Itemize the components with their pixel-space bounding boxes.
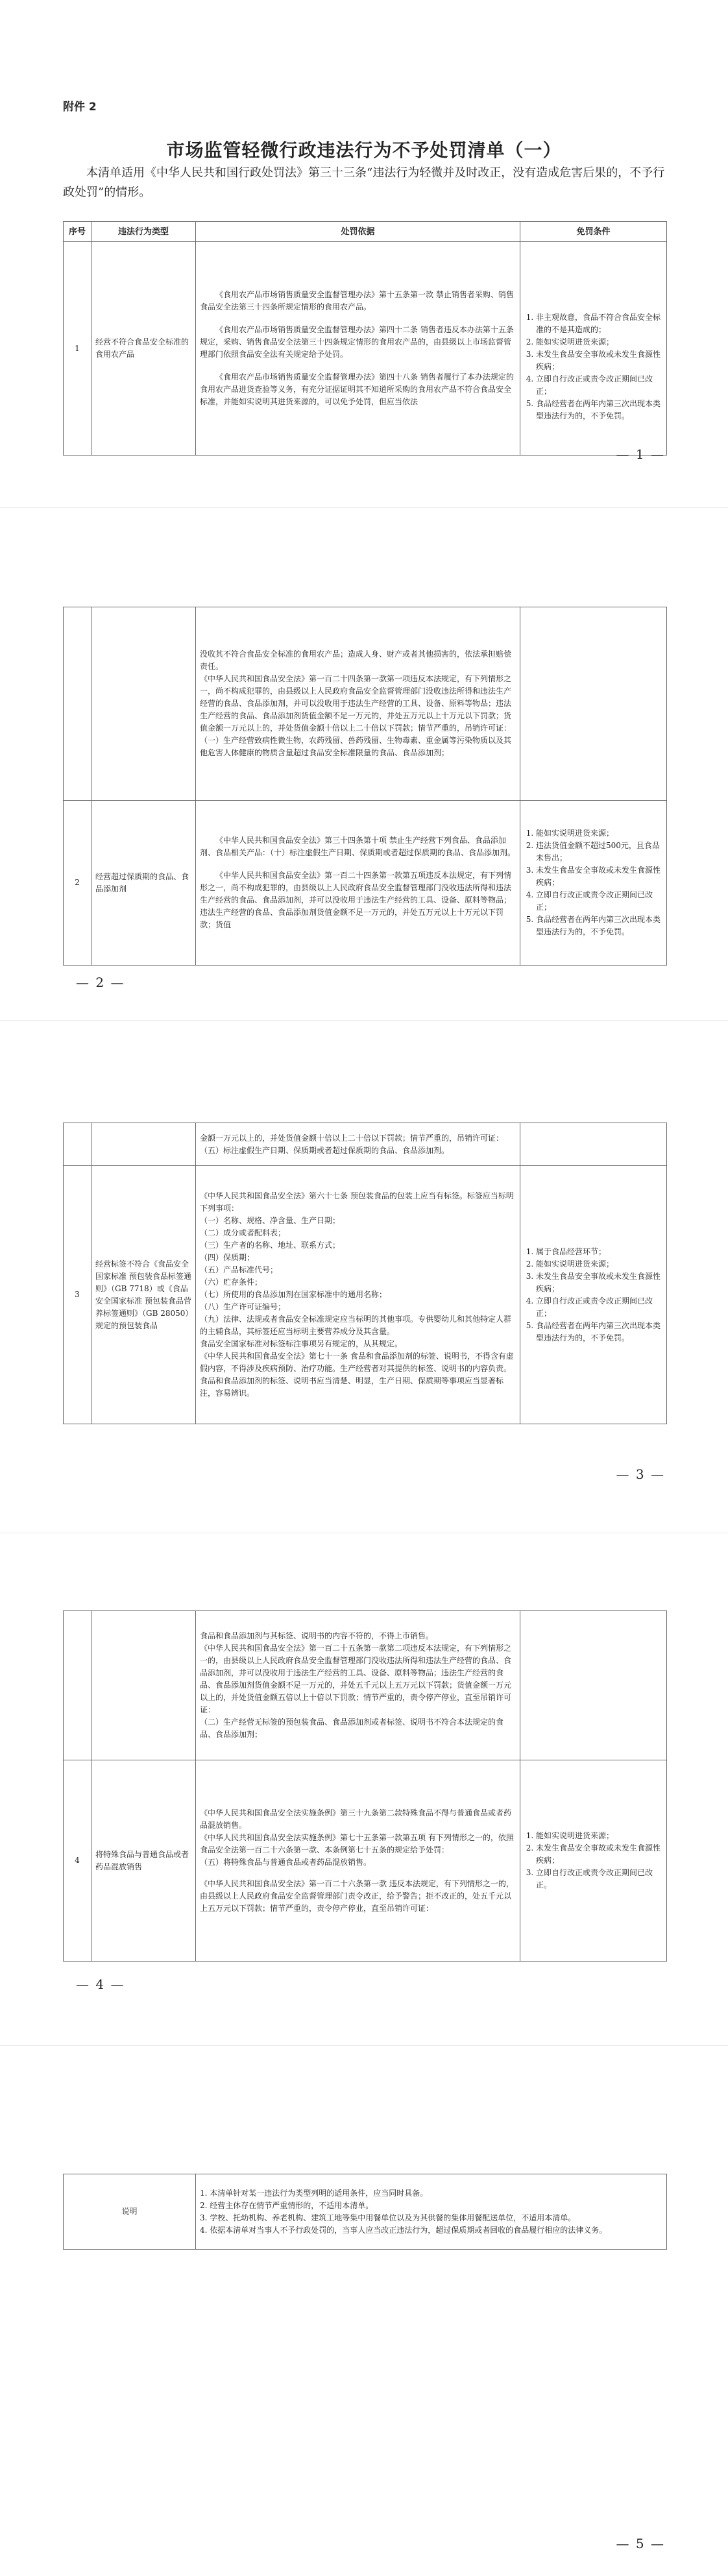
basis-paragraph: 《食用农产品市场销售质量安全监督管理办法》第十五条第一款 禁止销售者采购、销售食品安全法第三十四条所规定情形的食用农产品。 [200, 290, 514, 311]
row-number: 2 [64, 801, 91, 966]
page-1 [0, 0, 728, 506]
penalty-table-p4 [63, 1610, 667, 1962]
conditions-list [524, 1830, 662, 1891]
basis-line: （二）成分或者配料表； [200, 1228, 286, 1237]
page-title: 市场监管轻微行政违法行为不予处罚清单（一） [166, 140, 562, 161]
table-row [64, 1166, 667, 1424]
condition-item: 4. 立即自行改正或责令改正期间已改正； [536, 1295, 662, 1320]
conditions-list [524, 1246, 662, 1344]
page-3 [0, 1025, 728, 1531]
note-item: 3. 学校、托幼机构、养老机构、建筑工地等集中用餐单位以及为其供餐的集体用餐配送单位，不适用本清单。 [200, 2213, 576, 2222]
basis-line: （九）法律、法规或者食品安全标准规定应当标明的其他事项。专供婴幼儿和其他特定人群的主辅食品，其标签还应当标明主要营养成分及其含量。 [200, 1315, 512, 1336]
note-item: 2. 经营主体存在情节严重情形的，不适用本清单。 [200, 2200, 374, 2210]
page-break [0, 2045, 728, 2046]
table-row [64, 242, 667, 456]
condition-item: 3. 未发生食品安全事故或未发生食源性疾病； [536, 348, 662, 373]
col-header-no: 序号 [64, 222, 91, 242]
basis-line: （五）产品标准代号； [200, 1265, 278, 1274]
basis-line: （一）名称、规格、净含量、生产日期； [200, 1216, 341, 1225]
penalty-table-p1 [63, 221, 667, 456]
basis-line: （六）贮存条件； [200, 1278, 263, 1287]
conditions-list [524, 827, 662, 938]
basis-paragraph: 《中华人民共和国食品安全法》第一百二十六条第一款 违反本法规定，有下列情形之一的，由县级以上人民政府食品安全监督管理部门责令改正，给予警告；拒不改正的，处五千元以上五万元以下罚款；情节严重的，责令停产停业，直至吊销许可证： [200, 1878, 514, 1913]
condition-item: 2. 能如实说明进货来源； [536, 336, 662, 348]
row-number: 3 [64, 1166, 91, 1424]
row-number [64, 607, 91, 801]
violation-type [91, 607, 196, 801]
table-row-continued [64, 607, 667, 801]
page-break [0, 1020, 728, 1021]
col-header-basis: 处罚依据 [196, 222, 520, 242]
row-number: 4 [64, 1760, 91, 1962]
basis-paragraph: （五）标注虚假生产日期、保质期或者超过保质期的食品、食品添加剂。 [200, 1145, 450, 1155]
condition-item: 1. 非主观故意，食品不符合食品安全标准的不是其造成的； [536, 311, 662, 336]
basis-paragraph: 食品和食品添加剂与其标签、说明书的内容不符的，不得上市销售。 [200, 1631, 434, 1640]
penalty-basis-continued [196, 1123, 520, 1166]
condition-item: 2. 能如实说明进货来源； [536, 1258, 662, 1270]
notes-row [64, 2174, 667, 2250]
exemption-conditions [520, 1760, 667, 1962]
basis-line: 《中华人民共和国食品安全法》第七十一条 食品和食品添加剂的标签、说明书，不得含有虚假内容，不得涉及疾病预防、治疗功能。生产经营者对其提供的标签、说明书的内容负责。食品和食品添加剂的标签、说明书应当清楚、明显，生产日期、保质期等事项应当显著标注，容易辨识。 [200, 1352, 514, 1398]
basis-line: （七）所使用的食品添加剂在国家标准中的通用名称； [200, 1290, 387, 1299]
intro-paragraph: 本清单适用《中华人民共和国行政处罚法》第三十三条“违法行为轻微并及时改正，没有造成危害后果的，不予行政处罚”的情形。 [63, 166, 665, 199]
condition-item: 3. 立即自行改正或责令改正期间已改正。 [536, 1867, 662, 1891]
exemption-conditions [520, 1123, 667, 1166]
row-number [64, 1123, 91, 1166]
basis-paragraph: 《中华人民共和国食品安全法实施条例》第七十五条第一款第五项 有下列情形之一的，依照食品安全法第一百二十六条第一款、本条例第七十五条的规定给予处罚： [200, 1832, 514, 1854]
condition-item: 1. 能如实说明进货来源； [536, 1830, 662, 1842]
table-row [64, 801, 667, 966]
violation-type: 经营标签不符合《食品安全国家标准 预包装食品标签通则》（GB 7718）或《食品安全国家标准 预包装食品营养标签通则》（GB 28050）规定的预包装食品 [91, 1166, 196, 1424]
table-row-continued [64, 1611, 667, 1760]
condition-item: 2. 未发生食品安全事故或未发生食源性疾病； [536, 1842, 662, 1867]
page-number: — 2 — [76, 975, 125, 990]
table-header-row [64, 222, 667, 242]
page-5 [0, 2050, 728, 2576]
penalty-basis [196, 801, 520, 966]
note-item: 4. 依据本清单对当事人不予行政处罚的，当事人应当改正违法行为，超过保质期或者回收的食品履行相应的法律义务。 [200, 2225, 607, 2235]
penalty-basis [196, 1760, 520, 1962]
table-row-continued [64, 1123, 667, 1166]
penalty-basis [196, 242, 520, 456]
condition-item: 2. 违法货值金额不超过500元，且食品未售出； [536, 840, 662, 864]
row-number [64, 1611, 91, 1760]
basis-paragraph: 金额一万元以上的，并处货值金额十倍以上二十倍以下罚款；情节严重的，吊销许可证： [200, 1133, 504, 1143]
violation-type [91, 1611, 196, 1760]
page-break [0, 507, 728, 508]
page-number: — 3 — [616, 1466, 665, 1482]
basis-paragraph: （二）生产经营无标签的预包装食品、食品添加剂或者标签、说明书不符合本法规定的食品、食品添加剂； [200, 1718, 504, 1739]
penalty-basis [196, 1166, 520, 1424]
basis-paragraph: 《中华人民共和国食品安全法》第一百二十五条第一款第二项违反本法规定，有下列情形之一的，由县级以上人民政府食品安全监督管理部门没收违法所得和违法生产经营的食品、食品添加剂，并可以没收用于违法生产经营的工具、设备、原料等物品；违法生产经营的食品、食品添加剂货值金额不足一万元的，并处五千元以上五万元以下罚款；货值金额一万元以上的，并处货值金额五倍以上十倍以下罚款；情节严重的，责令停产停业，直至吊销许可证： [200, 1644, 512, 1714]
exemption-conditions [520, 801, 667, 966]
basis-paragraph: 《中华人民共和国食品安全法》第一百二十四条第一款第五项违反本法规定，有下列情形之一，尚不构成犯罪的，由县级以上人民政府食品安全监督管理部门没收违法所得和违法生产经营的食品、食品添加剂，并可以没收用于违法生产经营的工具、设备、原料等物品；违法生产经营的食品、食品添加剂货值金额不足一万元的，并处五万元以上十万元以下罚款；货值 [200, 871, 512, 929]
col-header-conditions: 免罚条件 [520, 222, 667, 242]
violation-type [91, 1123, 196, 1166]
basis-paragraph: 《食用农产品市场销售质量安全监督管理办法》第四十八条 销售者履行了本办法规定的食用农产品进货查验等义务，有充分证据证明其不知道所采购的食用农产品不符合食品安全标准，并能如实说明其进货来源的，可以免予处罚，但应当依法 [200, 372, 514, 406]
attachment-label: 附件 2 [63, 101, 97, 114]
condition-item: 5. 食品经营者在两年内第三次出现本类型违法行为的，不予免罚。 [536, 914, 662, 938]
table-row [64, 1760, 667, 1962]
penalty-table-p3 [63, 1123, 667, 1424]
basis-line: （三）生产者的名称、地址、联系方式； [200, 1241, 341, 1250]
condition-item: 1. 能如实说明进货来源； [536, 827, 662, 840]
page-4 [0, 1538, 728, 2044]
exemption-conditions [520, 1166, 667, 1424]
exemption-conditions [520, 1611, 667, 1760]
violation-type: 将特殊食品与普通食品或者药品混放销售 [91, 1760, 196, 1962]
violation-type: 经营超过保质期的食品、食品添加剂 [91, 801, 196, 966]
page-number: — 1 — [616, 446, 665, 462]
exemption-conditions [520, 607, 667, 801]
notes-table [63, 2174, 667, 2250]
basis-paragraph: （一）生产经营致病性微生物，农药残留、兽药残留、生物毒素、重金属等污染物质以及其他危害人体健康的物质含量超过食品安全标准限量的食品、食品添加剂； [200, 736, 512, 757]
note-item: 1. 本清单针对某一违法行为类型列明的适用条件，应当同时具备。 [200, 2188, 428, 2198]
penalty-basis-continued [196, 607, 520, 801]
condition-item: 4. 立即自行改正或责令改正期间已改正； [536, 373, 662, 398]
basis-paragraph: 《中华人民共和国食品安全法实施条例》第三十九条第二款特殊食品不得与普通食品或者药品混放销售。 [200, 1808, 512, 1830]
penalty-basis-continued [196, 1611, 520, 1760]
violation-type: 经营不符合食品安全标准的食用农产品 [91, 242, 196, 456]
page-number: — 5 — [616, 2536, 665, 2551]
page-2 [0, 513, 728, 1019]
condition-item: 1. 属于食品经营环节； [536, 1246, 662, 1258]
basis-paragraph: 没收其不符合食品安全标准的食用农产品；造成人身、财产或者其他损害的，依法承担赔偿责任。 [200, 650, 512, 671]
basis-line: （四）保质期； [200, 1253, 255, 1262]
basis-paragraph: （五）将特殊食品与普通食品或者药品混放销售。 [200, 1857, 372, 1867]
row-number: 1 [64, 242, 91, 456]
conditions-list [524, 311, 662, 422]
basis-line: （八）生产许可证编号； [200, 1302, 286, 1311]
basis-paragraph: 《食用农产品市场销售质量安全监督管理办法》第四十二条 销售者违反本办法第十五条规定，采购、销售食品安全法第三十四条规定情形的食用农产品的，由县级以上市场监督管理部门依照食品安全法有关规定给予处罚。 [200, 325, 514, 359]
notes-label: 说明 [64, 2174, 196, 2250]
basis-paragraph: 《中华人民共和国食品安全法》第一百二十四条第一款第一项违反本法规定，有下列情形之一，尚不构成犯罪的，由县级以上人民政府食品安全监督管理部门没收违法所得和违法生产经营的食品、食品添加剂，并可以没收用于违法生产经营的工具、设备、原料等物品；违法生产经营的食品、食品添加剂货值金额不足一万元的，并处五万元以上十万元以下罚款；货值金额一万元以上的，并处货值金额十倍以上二十倍以下罚款；情节严重的，吊销许可证： [200, 674, 512, 733]
notes-content [196, 2174, 667, 2250]
page-number: — 4 — [76, 1976, 125, 1992]
col-header-type: 违法行为类型 [91, 222, 196, 242]
condition-item: 3. 未发生食品安全事故或未发生食源性疾病； [536, 864, 662, 889]
condition-item: 3. 未发生食品安全事故或未发生食源性疾病； [536, 1270, 662, 1295]
basis-line: 食品安全国家标准对标签标注事项另有规定的，从其规定。 [200, 1339, 403, 1348]
condition-item: 5. 食品经营者在两年内第三次出现本类型违法行为的，不予免罚。 [536, 398, 662, 422]
penalty-table-p2 [63, 607, 667, 966]
condition-item: 4. 立即自行改正或责令改正期间已改正； [536, 889, 662, 914]
basis-paragraph: 《中华人民共和国食品安全法》第三十四条第十项 禁止生产经营下列食品、食品添加剂、食品相关产品：（十）标注虚假生产日期、保质期或者超过保质期的食品、食品添加剂。 [200, 836, 516, 857]
condition-item: 5. 食品经营者在两年内第三次出现本类型违法行为的，不予免罚。 [536, 1320, 662, 1344]
basis-line: 《中华人民共和国食品安全法》第六十七条 预包装食品的包装上应当有标签。标签应当标明下列事项： [200, 1191, 514, 1213]
exemption-conditions [520, 242, 667, 456]
